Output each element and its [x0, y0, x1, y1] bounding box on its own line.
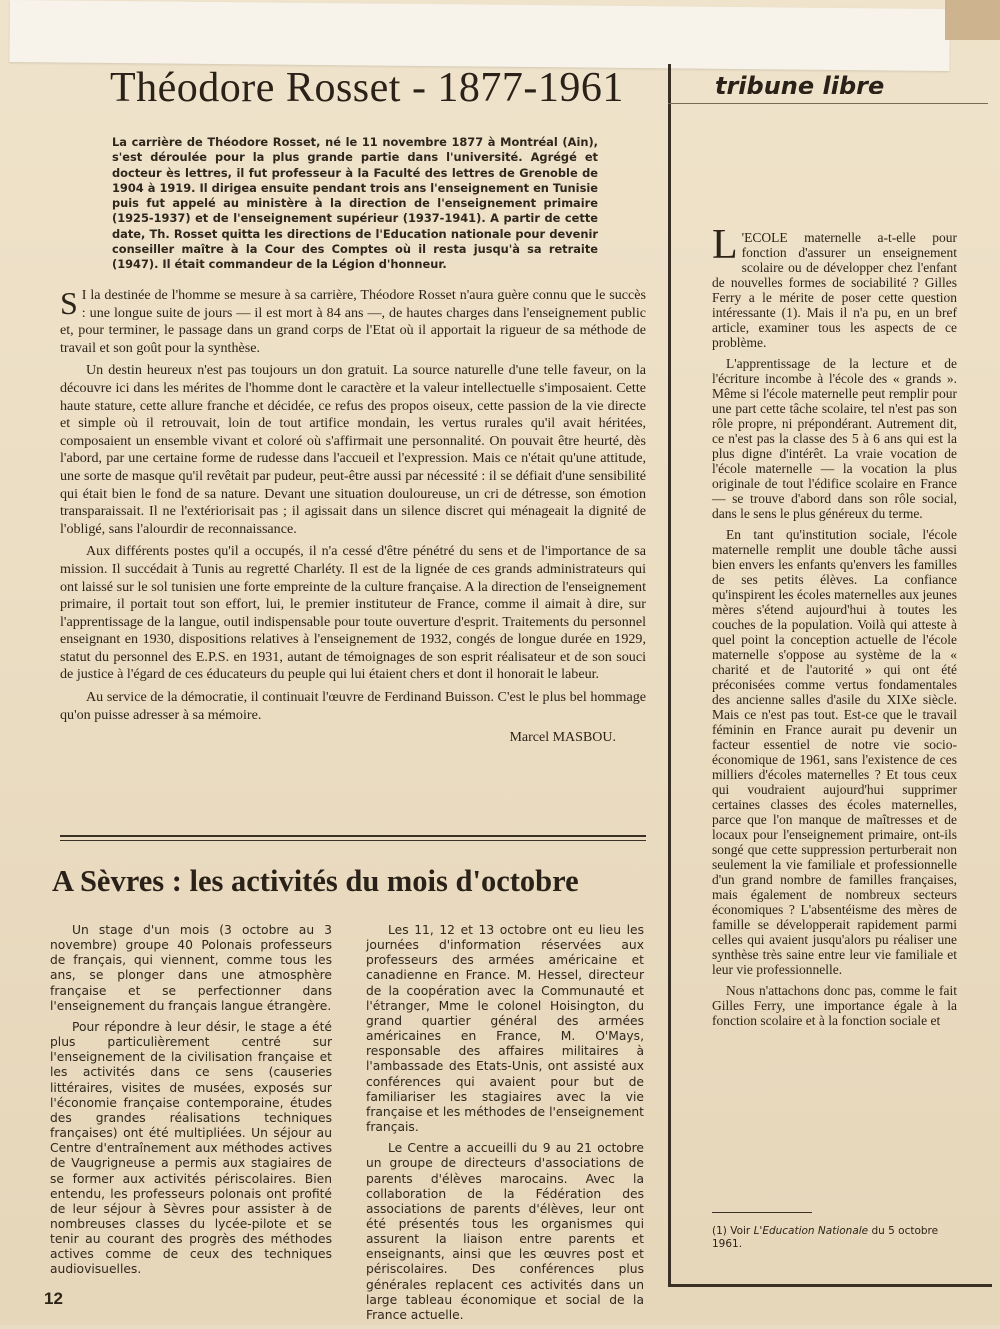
footnote: [712, 1225, 962, 1250]
footnote-prefix: (1) Voir: [712, 1225, 754, 1237]
tape-strip: [945, 0, 1000, 40]
article-paragraph: Un destin heureux n'est pas toujours un don gratuit. La source naturelle d'une telle faveur, on la découvre ici dans les mérites de l'homme dont le caractère et la valeur intellectuelle s'imposaient. Cette haute stature, cette allure franche et décidée, ce refus des propos oiseux, cette passion de la vie directe et simple où il retrouvait, loin de tout artifice mondain, les vertus rurales qu'il avait héritées, composaient un ensemble vivant et coloré où s'affirmait une personnalité. On pouvait être heurté, dès l'abord, par une certaine forme de rudesse dans l'accueil et l'expression. Mais ce n'était qu'une attitude, une sorte de masque qu'il revêtait par pudeur, peut-être aussi par nécessité : il se défiait d'une sensibilité qui était bien le fond de sa nature. Devant une situation douloureuse, un cri de détresse, son émotion transparaissait. Il ne l'extériorisait pas ; il agissait dans un silence discret qui ménageait la dignité de l'obligé, sans l'alourdir de reconnaissance.: [60, 362, 646, 537]
section-divider: [60, 835, 646, 837]
column-border-top: [668, 103, 988, 104]
tribune-article: [712, 222, 957, 1034]
footnote-suffix: du 5 octobre 1961.: [712, 1225, 939, 1250]
page-number: 12: [44, 1289, 63, 1308]
column-border-bottom: [668, 1284, 992, 1287]
sevres-column-1: [50, 923, 332, 1284]
tribune-paragraph: L'apprentissage de la lecture et de l'écriture incombe à l'école des « grands ». Même si l'école maternelle peut remplir pour une part cette tâche scolaire, tel n'est pas son rôle propre, ni prépondérant. Autrement dit, ce n'est pas la classe des 5 à 6 ans qui est la plus digne d'intérêt. La vraie vocation de l'école maternelle — la vocation la plus originale de tout l'édifice scolaire en France — se trouve d'abord dans son rôle social, dans le sens le plus généreux du terme.: [712, 356, 957, 521]
sevres-paragraph: Les 11, 12 et 13 octobre ont eu lieu les journées d'information réservées aux professeurs des armées américaine et canadienne en France. M. Hessel, directeur de la coopération avec la Communauté et l'étranger, Mme le colonel Hoisington, du grand quartier général des armées américaines en France, M. O'Mays, responsable des affaires militaires à l'ambassade des Etats-Unis, ont assisté aux conférences qui avaient pour but de familiariser les stagiaires avec la vie française et les méthodes de l'enseignement français.: [366, 923, 644, 1135]
article-intro: La carrière de Théodore Rosset, né le 11 novembre 1877 à Montréal (Ain), s'est déroulée pour la plus grande partie dans l'université. Agrégé et docteur ès lettres, il fut professeur à la Faculté des lettres de Grenoble de 1904 à 1919. Il dirigea ensuite pendant trois ans l'enseignement en Tunisie puis fut appelé au ministère à la direction de l'enseignement primaire (1925-1937) et de l'enseignement supérieur (1937-1941). A partir de cette date, Th. Rosset quitta les directions de l'Education nationale pour devenir conseiller maître à la Cour des Comptes où il resta jusqu'à sa retraite (1947). Il était commandeur de la Légion d'honneur.: [112, 135, 598, 272]
column-border-vertical: [668, 64, 671, 1286]
paper-tape: [9, 0, 950, 71]
tribune-libre-heading: tribune libre: [715, 72, 885, 94]
sevres-paragraph: Un stage d'un mois (3 octobre au 3 novembre) groupe 40 Polonais professeurs de français, qui viennent, comme tous les ans, se plonger dans une atmosphère française et se perfectionner dans l'enseignement du français langue étrangère.: [50, 923, 332, 1013]
footnote-title: L'Education Nationale: [753, 1225, 869, 1237]
paragraph-text: 'ECOLE maternelle a-t-elle pour fonction d'assurer un enseignement scolaire ou de développer chez l'enfant de nouvelles formes de sociabilité ? Gilles Ferry a le mérite de poser cette question intéressante (1). Mais il n'a pu, en un bref article, examiner tous les aspects de ce problème.: [712, 230, 957, 350]
article-body: [60, 287, 646, 747]
sevres-column-2: [366, 923, 644, 1329]
tribune-paragraph: Nous n'attachons donc pas, comme le fait Gilles Ferry, une importance égale à la fonction scolaire et à la fonction sociale et: [712, 983, 957, 1028]
article-title: Théodore Rosset - 1877-1961: [110, 65, 624, 111]
sevres-paragraph: Pour répondre à leur désir, le stage a été plus particulièrement centré sur l'enseignement de la civilisation française et les activités dans ce sens (causeries littéraires, visites de musées, exposés sur l'économie française contemporaine, études des grandes réalisations techniques françaises) ont été multipliées. Un séjour au Centre d'entraînement aux méthodes actives de Vaugrigneuse a permis aux stagiaires de se former aux activités périscolaires. Bien entendu, les professeurs polonais ont profité de leur séjour à Sèvres pour assister à de nombreuses classes du lycée-pilote et se tenir au courant des progrès des méthodes actives comme de ceux des techniques audiovisuelles.: [50, 1019, 332, 1277]
article-paragraph: [60, 287, 646, 357]
sevres-heading: A Sèvres : les activités du mois d'octobre: [52, 864, 579, 898]
sevres-paragraph: Le Centre a accueilli du 9 au 21 octobre un groupe de directeurs d'associations de parents d'élèves marocains. Avec la collaboration de la Fédération des associations de parents d'élèves, leur ont été présentés tous les organismes qui assurent la liaison entre parents et enseignants, ainsi que les œuvres post et périscolaires. Des conférences plus générales replacent ces activités dans un large tableau économique et social de la France actuelle.: [366, 1141, 644, 1322]
paragraph-text: I la destinée de l'homme se mesure à sa carrière, Théodore Rosset n'aura guère connu que le succès : une longue suite de jours — il est mort à 84 ans —, de hautes charges dans l'enseignement public et, pour terminer, le passage dans un grand corps de l'Etat où il apportait la rigueur de sa méthode de travail et son goût pour la synthèse.: [60, 287, 646, 356]
tribune-paragraph: En tant qu'institution sociale, l'école maternelle remplit une double tâche aussi bien envers les enfants qu'envers les familles de ses petits élèves. La confiance qu'inspirent les écoles maternelles aux jeunes mères s'étend aujourd'hui à toutes les couches de la population. Voilà qui atteste à quel point la conception actuelle de l'école maternelle s'oppose au système de la « charité et de l'autorité » qui ont été préconisées comme vertus fondamentales des ancienne salles d'asile du XIXe siècle. Mais ce n'est pas tout. Est-ce que le travail féminin en France aurait pu devenir un facteur essentiel de notre vie socio-économique de 1961, sans l'existence de ces milliers d'écoles maternelles ? Et tous ceux qui voudraient aujourd'hui supprimer certaines classes des écoles maternelles, parce que l'on manque de maîtresses et de locaux pour l'enseignement primaire, ont-ils songé que cette suppression perturberait non seulement la vie familiale et professionnelle d'un grand nombre de familles françaises, mais également de nombreux secteurs économiques ? L'absentéisme des mères de famille se développerait rapidement parmi celles qui avaient jusqu'alors pu réaliser une synthèse très saine entre leur vie familiale et leur vie professionnelle.: [712, 527, 957, 977]
tribune-paragraph: [712, 222, 957, 350]
section-divider-thin: [60, 840, 646, 841]
footnote-rule: [712, 1212, 812, 1213]
article-paragraph: Au service de la démocratie, il continuait l'œuvre de Ferdinand Buisson. C'est le plus bel hommage qu'on puisse adresser à sa mémoire.: [60, 689, 646, 723]
article-paragraph: Aux différents postes qu'il a occupés, il n'a cessé d'être pénétré du sens et de l'importance de sa mission. Il succédait à Tunis au regretté Charléty. Il est de la lignée de ces grands administrateurs qui ont laissé sur le sol tunisien une forte empreinte de la culture française. A la direction de l'enseignement primaire, il portait tout son effort, lui, le premier instituteur de France, comme il aimait à dire, sur l'apprentissage de la langue, outil indispensable pour toute ouverture d'esprit. Traitements du personnel enseignant en 1930, dispositions relatives à l'enseignement de 1932, congés de longue durée en 1929, statut du personnel des E.P.S. en 1931, autant de témoignages de son esprit réalisateur et de son souci de justice à l'égard de ces éducateurs du peuple qui lui étaient chers et dont il honorait le labeur.: [60, 543, 646, 683]
author-signature: Marcel MASBOU.: [509, 730, 616, 746]
drop-cap: L: [712, 222, 738, 268]
drop-cap: S: [60, 285, 78, 321]
